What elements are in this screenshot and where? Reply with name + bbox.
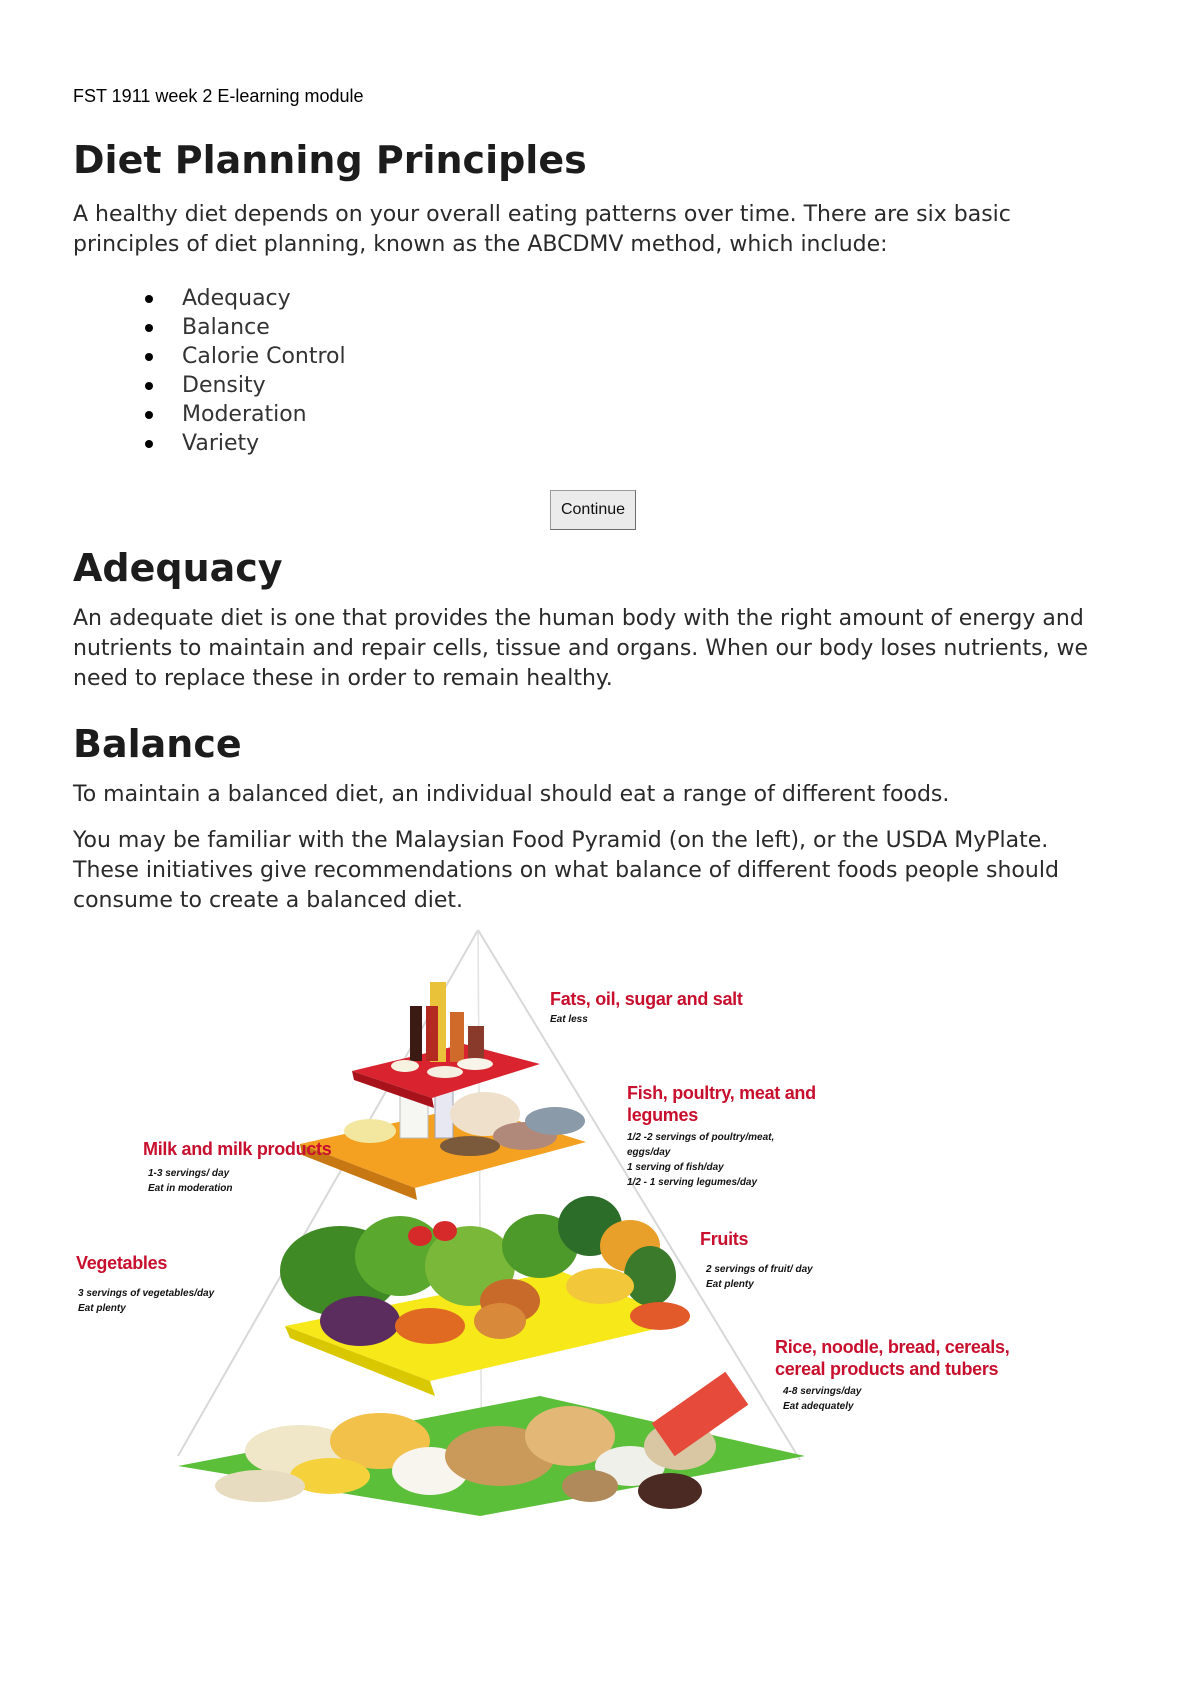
balance-paragraph-1: To maintain a balanced diet, an individual should eat a range of different foods. [73,782,950,807]
adequacy-paragraph: An adequate diet is one that provides the human body with the right amount of energy and nutrients to maintain and repair cells, tissue and organs. When our body loses nutrients, we need to replace these in order to remain healthy. [73,606,1089,691]
fats-sub: Eat less [550,1014,588,1025]
fish-sub-1: 1/2 -2 servings of poultry/meat, [627,1132,775,1143]
rice-sub-2: Eat adequately [783,1401,854,1412]
continue-button[interactable]: Continue [550,490,636,530]
vegetables-label [76,1252,214,1316]
milk-sub-2: Eat in moderation [148,1183,233,1194]
food-pyramid-image [70,926,1030,1586]
milk-sub-1: 1-3 servings/ day [148,1168,230,1179]
module-header: FST 1911 week 2 E-learning module [73,86,364,106]
fruits-title: Fruits [700,1229,749,1249]
list-item: Density [73,371,346,400]
fish-sub-4: 1/2 - 1 serving legumes/day [627,1177,758,1188]
balance-paragraph-2: You may be familiar with the Malaysian Food Pyramid (on the left), or the USDA MyPlate. These initiatives give recommendations on what balance of different foods people should consume to create a balanced diet. [73,828,1059,913]
rice-title-1: Rice, noodle, bread, cereals, [775,1337,1010,1357]
page-title: Diet Planning Principles [73,138,587,182]
intro-paragraph: A healthy diet depends on your overall eating patterns over time. There are six basic principles of diet planning, known as the ABCDMV method, which include: [73,202,1011,257]
fats-label [550,988,743,1027]
fish-title-2: legumes [627,1105,698,1125]
fats-title: Fats, oil, sugar and salt [550,989,743,1009]
fruits-sub-2: Eat plenty [706,1279,754,1290]
list-item: Moderation [73,400,346,429]
rice-label [775,1336,1009,1414]
vegetables-sub-1: 3 servings of vegetables/day [78,1288,215,1299]
milk-label [143,1138,331,1196]
rice-title-2: cereal products and tubers [775,1359,999,1379]
principles-list [73,284,346,458]
list-item: Variety [73,429,346,458]
fish-sub-2: eggs/day [627,1147,671,1158]
fish-label [627,1082,816,1190]
vegetables-sub-2: Eat plenty [78,1303,126,1314]
list-item: Calorie Control [73,342,346,371]
fish-title-1: Fish, poultry, meat and [627,1083,816,1103]
fruits-label [700,1228,813,1292]
fruits-sub-1: 2 servings of fruit/ day [706,1264,813,1275]
list-item: Adequacy [73,284,346,313]
vegetables-title: Vegetables [76,1253,168,1273]
adequacy-heading: Adequacy [73,546,283,590]
milk-title: Milk and milk products [143,1139,332,1159]
rice-sub-1: 4-8 servings/day [783,1386,862,1397]
balance-heading: Balance [73,722,242,766]
list-item: Balance [73,313,346,342]
fish-sub-3: 1 serving of fish/day [627,1162,724,1173]
